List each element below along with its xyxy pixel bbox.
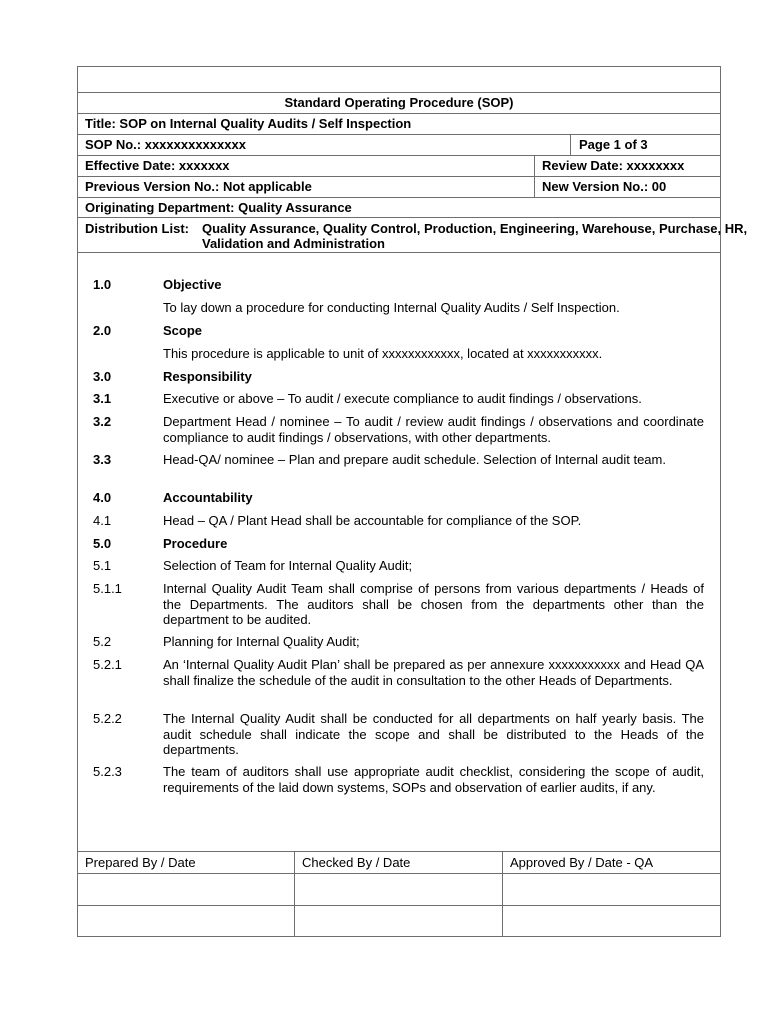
section-text: Internal Quality Audit Team shall comprise of persons from various departments / Heads of the Departments. The auditors shall be chosen from the departments other than the department to be audited. [163, 581, 704, 627]
section-text: Department Head / nominee – To audit / review audit findings / observations and coordinate compliance to audit findings / observations, with other departments. [163, 414, 704, 445]
version-row [77, 176, 721, 197]
section-number: 5.2 [93, 634, 112, 649]
section-heading: Scope [163, 323, 203, 338]
section-text: Planning for Internal Quality Audit; [163, 634, 360, 649]
section-number: 5.1 [93, 558, 112, 573]
section-number: 3.2 [93, 414, 112, 429]
section-text: This procedure is applicable to unit of xxxxxxxxxxxx, located at xxxxxxxxxxx. [163, 346, 603, 361]
review-date: Review Date: xxxxxxxx [542, 158, 685, 173]
previous-version: Previous Version No.: Not applicable [85, 179, 312, 194]
sop-title: Title: SOP on Internal Quality Audits / Self Inspection [85, 116, 412, 131]
section-number: 5.2.2 [93, 711, 122, 726]
section-heading: Accountability [163, 490, 253, 505]
section-number: 1.0 [93, 277, 112, 292]
section-text: Head-QA/ nominee – Plan and prepare audit schedule. Selection of Internal audit team. [163, 452, 666, 467]
section-number: 5.1.1 [93, 581, 122, 596]
section-text: Executive or above – To audit / execute compliance to audit findings / observations. [163, 391, 642, 406]
distribution-list-row [77, 217, 748, 253]
section-text: Head – QA / Plant Head shall be accountable for compliance of the SOP. [163, 513, 582, 528]
section-text: An ‘Internal Quality Audit Plan’ shall be prepared as per annexure xxxxxxxxxxx and Head QA shall finalize the schedule of the audit in consultation to the other Heads of Departments. [163, 657, 704, 688]
section-heading: Responsibility [163, 369, 252, 384]
title-row [77, 113, 721, 134]
section-number: 5.2.3 [93, 764, 122, 779]
signature-divider [502, 851, 503, 936]
section-number: 3.1 [93, 391, 112, 406]
sop-number-row [77, 134, 721, 155]
sop-number: SOP No.: xxxxxxxxxxxxxx [85, 137, 246, 152]
approved-by-label: Approved By / Date - QA [510, 855, 654, 870]
section-heading: Procedure [163, 536, 228, 551]
section-number: 3.3 [93, 452, 112, 467]
originating-department: Originating Department: Quality Assurance [85, 200, 352, 215]
originating-department-row [77, 197, 721, 217]
effective-date: Effective Date: xxxxxxx [85, 158, 230, 173]
signature-header-row [77, 851, 721, 873]
section-text: The team of auditors shall use appropriate audit checklist, considering the scope of audit, requirements of the laid down systems, SOPs and observation of earlier audits, if any. [163, 764, 704, 795]
section-number: 5.2.1 [93, 657, 122, 672]
distribution-text: Quality Assurance, Quality Control, Production, Engineering, Warehouse, Purchase, HR, Validation and Administration [202, 221, 748, 251]
new-version: New Version No.: 00 [542, 179, 667, 194]
sop-heading-row [77, 92, 721, 113]
signature-divider [294, 851, 295, 936]
signature-row [77, 873, 721, 905]
date-row [77, 905, 721, 936]
section-text: The Internal Quality Audit shall be conducted for all departments on half yearly basis. The audit schedule shall indicate the scope and shall be distributed to the Heads of the departments. [163, 711, 704, 757]
prepared-by-label: Prepared By / Date [85, 855, 196, 870]
section-heading: Objective [163, 277, 222, 292]
sop-heading: Standard Operating Procedure (SOP) [284, 95, 514, 110]
section-number: 2.0 [93, 323, 112, 338]
section-text: Selection of Team for Internal Quality Audit; [163, 558, 413, 573]
section-number: 4.1 [93, 513, 112, 528]
dates-row [77, 155, 721, 176]
distribution-label: Distribution List: [85, 221, 189, 236]
section-number: 3.0 [93, 369, 112, 384]
section-number: 5.0 [93, 536, 112, 551]
checked-by-label: Checked By / Date [302, 855, 411, 870]
section-text: To lay down a procedure for conducting Internal Quality Audits / Self Inspection. [163, 300, 620, 315]
section-number: 4.0 [93, 490, 112, 505]
page-number: Page 1 of 3 [579, 137, 648, 152]
